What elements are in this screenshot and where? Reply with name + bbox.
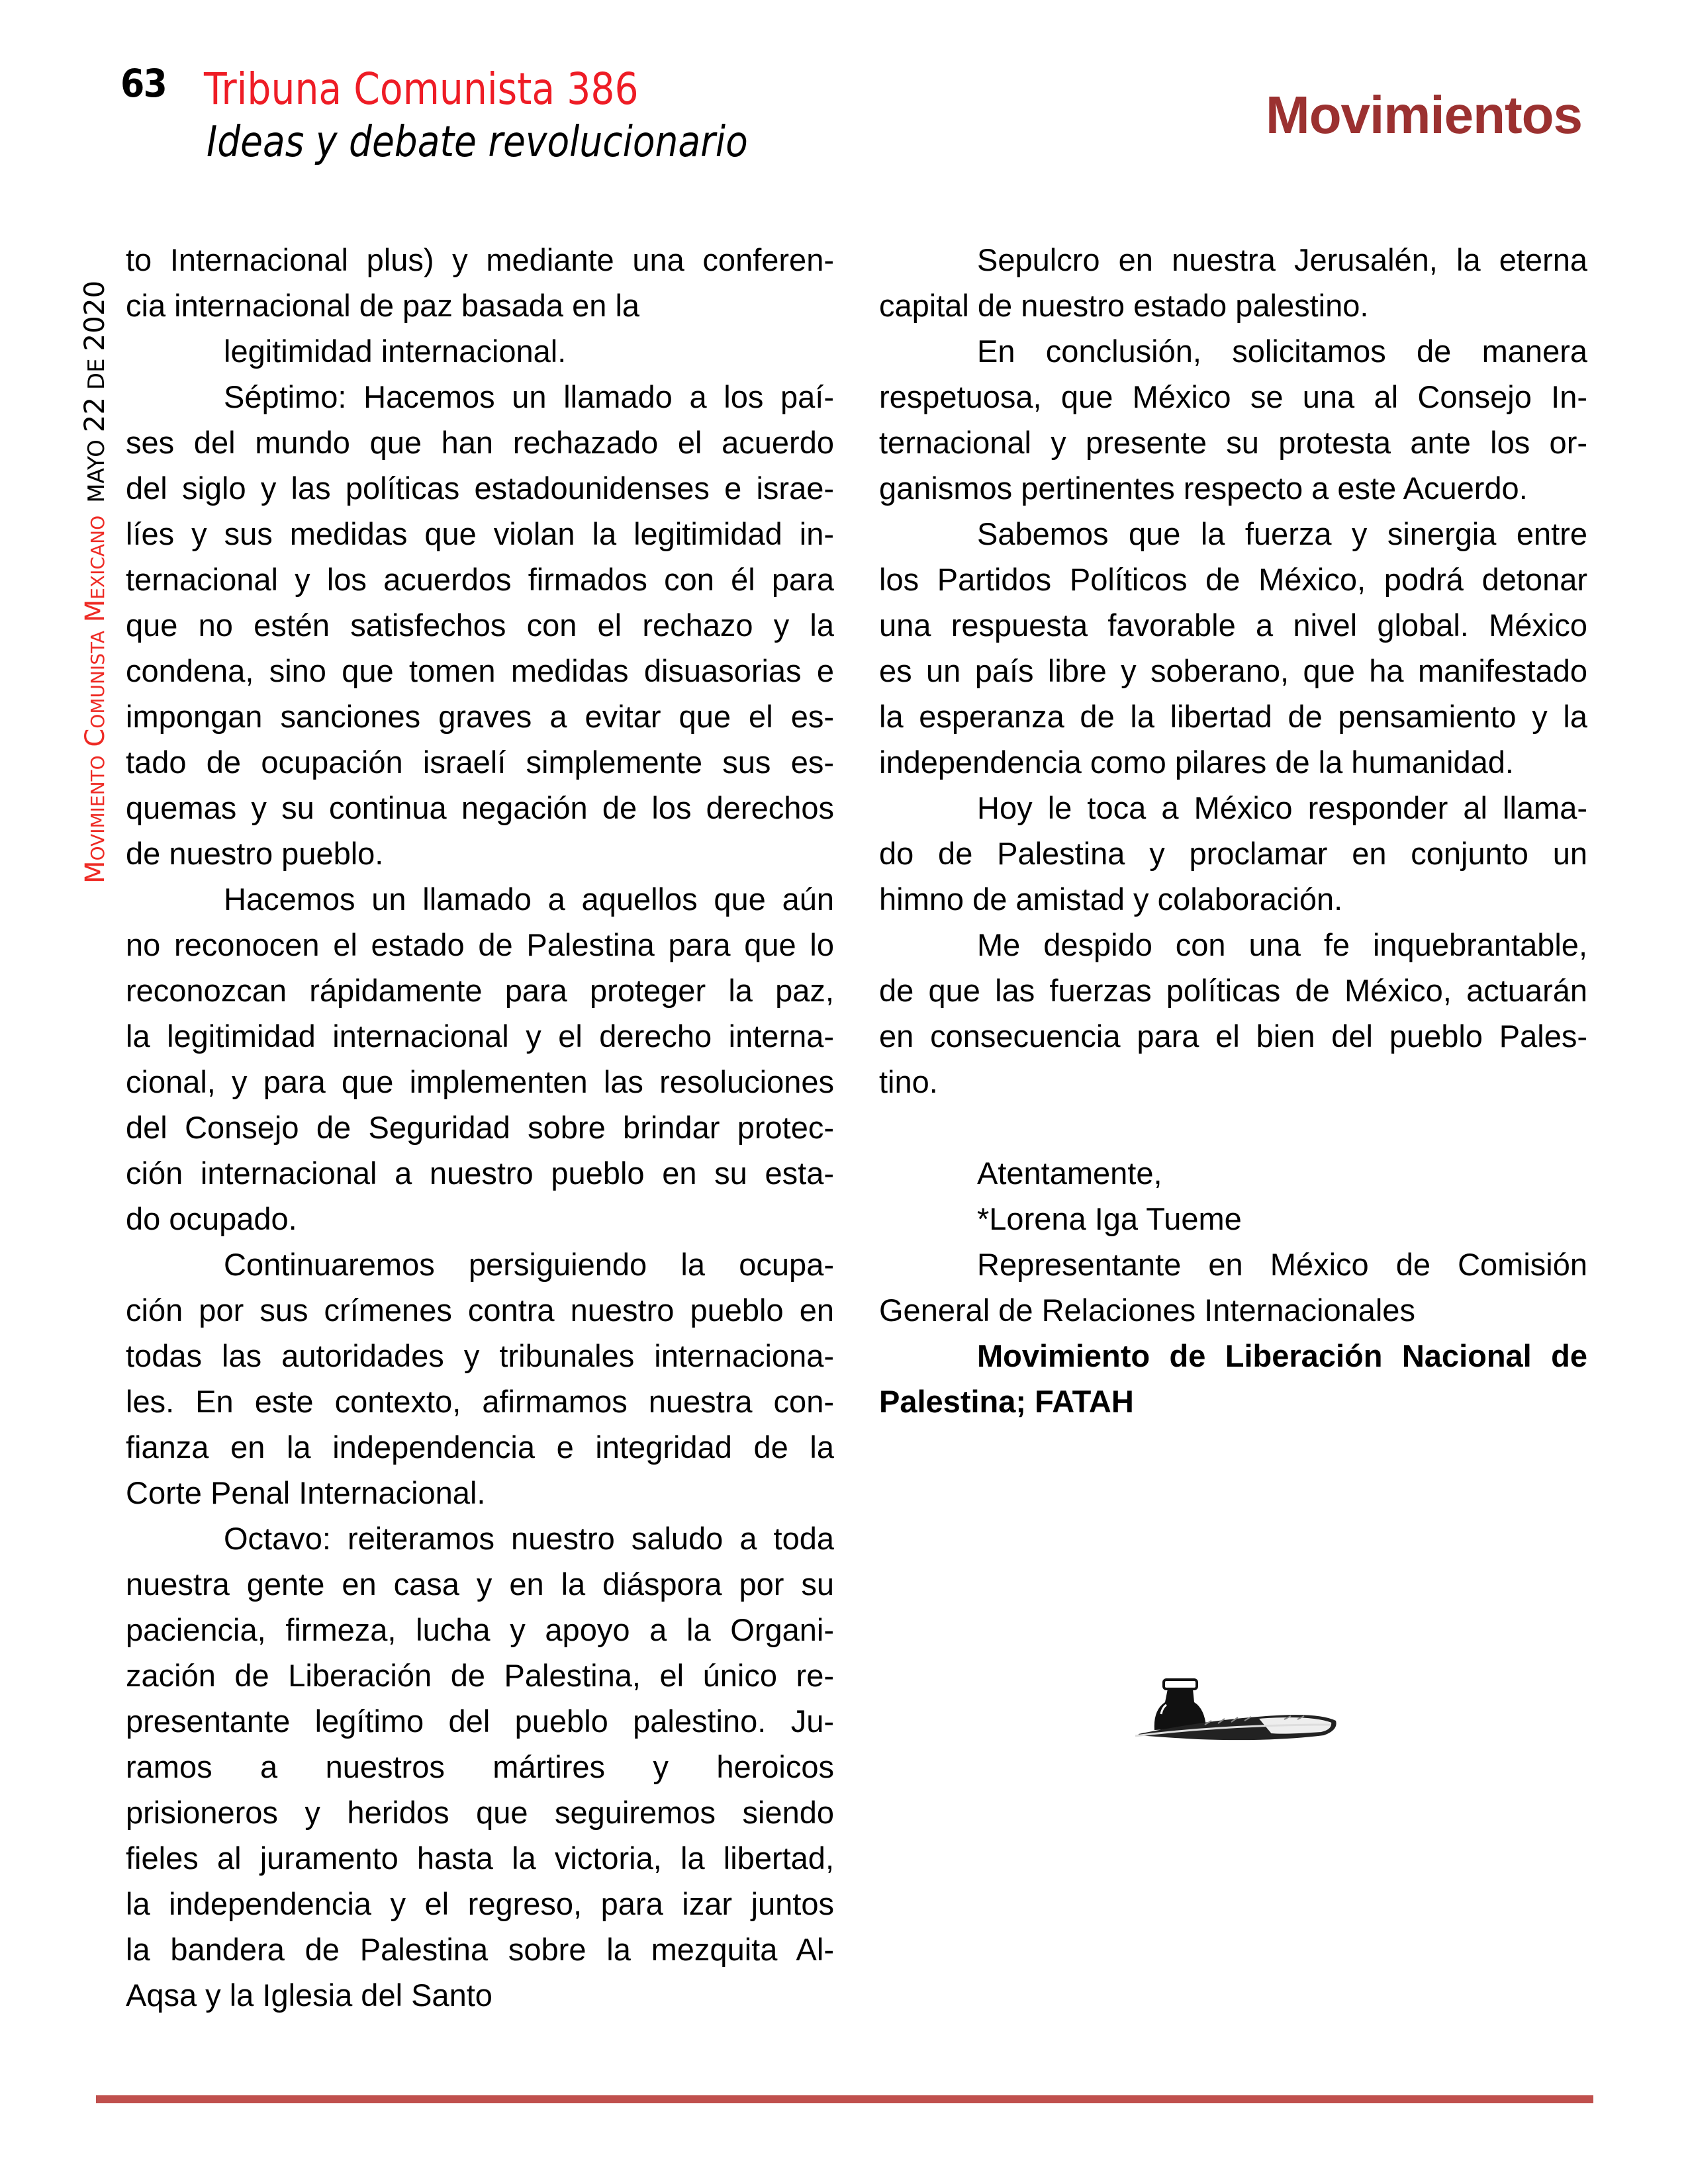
text-line: presentante legítimo del pueblo palestino. Ju- — [126, 1704, 834, 1739]
right-column — [879, 237, 1587, 1424]
text-line: himno de amistad y colaboración. — [879, 882, 1343, 917]
text-line: prisioneros y heridos que seguiremos siendo — [126, 1795, 834, 1830]
date-year: 2020 — [78, 280, 111, 351]
signature-organization: Movimiento de Liberación Nacional de — [977, 1338, 1587, 1373]
text-line: fianza en la independencia e integridad de la — [126, 1430, 834, 1465]
text-line: Corte Penal Internacional. — [126, 1475, 486, 1510]
footer-rule — [96, 2095, 1593, 2103]
text-line: quemas y su continua negación de los derechos — [126, 790, 834, 825]
text-line: la bandera de Palestina sobre la mezquita Al- — [126, 1932, 834, 1967]
text-line: que no estén satisfechos con el rechazo y la — [126, 608, 834, 643]
text-line: la esperanza de la libertad de pensamiento y la — [879, 699, 1587, 734]
date-month: MAYO — [83, 439, 110, 503]
paragraph-start: Continuaremos persiguiendo la ocupa- — [224, 1247, 834, 1282]
text-line: Aqsa y la Iglesia del Santo — [126, 1978, 492, 2013]
side-label — [78, 281, 111, 884]
text-line: ternacional y los acuerdos firmados con él para — [126, 562, 834, 597]
text-line: de nuestro pueblo. — [126, 836, 384, 871]
signature-organization-cont: Palestina; FATAH — [879, 1384, 1134, 1419]
text-line: do de Palestina y proclamar en conjunto un — [879, 836, 1587, 871]
text-line: respetuosa, que México se una al Consejo In- — [879, 379, 1587, 414]
paragraph-start: Sepulcro en nuestra Jerusalén, la eterna — [977, 242, 1587, 277]
section-title: Movimientos — [1266, 85, 1582, 144]
text-line: la legitimidad internacional y el derecho interna- — [126, 1019, 834, 1054]
page-number: 63 — [120, 61, 167, 106]
text-line: cional, y para que implementen las resoluciones — [126, 1064, 834, 1099]
text-line: paciencia, firmeza, lucha y apoyo a la Organi- — [126, 1612, 834, 1647]
text-line: la independencia y el regreso, para izar juntos — [126, 1886, 834, 1921]
signature-role: Representante en México de Comisión — [977, 1247, 1587, 1282]
text-line: condena, sino que tomen medidas disuasorias e — [126, 653, 834, 688]
text-line: impongan sanciones graves a evitar que el es- — [126, 699, 834, 734]
text-line: es un país libre y soberano, que ha manifestado — [879, 653, 1587, 688]
text-line: líes y sus medidas que violan la legitimidad in- — [126, 516, 834, 551]
text-line: to Internacional plus) y mediante una conferen- — [126, 242, 834, 277]
text-line: no reconocen el estado de Palestina para que lo — [126, 927, 834, 962]
text-line: los Partidos Políticos de México, podrá detonar — [879, 562, 1587, 597]
text-line: zación de Liberación de Palestina, el único re- — [126, 1658, 834, 1693]
text-line: tino. — [879, 1064, 938, 1099]
magazine-subtitle: Ideas y debate revolucionario — [207, 118, 748, 167]
paragraph-start: Hacemos un llamado a aquellos que aún — [224, 882, 834, 917]
text-line: nuestra gente en casa y en la diáspora por su — [126, 1567, 834, 1602]
paragraph-start: Séptimo: Hacemos un llamado a los paí- — [224, 379, 834, 414]
paragraph-start: Hoy le toca a México responder al llama- — [977, 790, 1587, 825]
quill-inkwell-icon — [1125, 1661, 1344, 1741]
text-line: ganismos pertinentes respecto a este Acuerdo. — [879, 471, 1528, 506]
text-line: reconozcan rápidamente para proteger la paz, — [126, 973, 834, 1008]
text-line: legitimidad internacional. — [224, 334, 567, 369]
text-line: capital de nuestro estado palestino. — [879, 288, 1369, 323]
text-line: una respuesta favorable a nivel global. México — [879, 608, 1587, 643]
text-line: ternacional y presente su protesta ante los or- — [879, 425, 1587, 460]
text-line: del siglo y las políticas estadounidenses e israe- — [126, 471, 834, 506]
text-line: todas las autoridades y tribunales internaciona- — [126, 1338, 834, 1373]
magazine-title: Tribuna Comunista 386 — [204, 64, 639, 114]
signature-name: *Lorena Iga Tueme — [977, 1201, 1242, 1236]
side-label-date — [78, 280, 111, 503]
paragraph-start: Octavo: reiteramos nuestro saludo a toda — [224, 1521, 834, 1556]
text-line: en consecuencia para el bien del pueblo Pales- — [879, 1019, 1587, 1054]
date-de: DE — [83, 358, 110, 390]
text-line: ción internacional a nuestro pueblo en su esta- — [126, 1156, 834, 1191]
text-line: de que las fuerzas políticas de México, actuarán — [879, 973, 1587, 1008]
text-line: cia internacional de paz basada en la — [126, 288, 640, 323]
text-line: del Consejo de Seguridad sobre brindar protec- — [126, 1110, 834, 1145]
text-line: ramos a nuestros mártires y heroicos — [126, 1749, 834, 1784]
text-line: do ocupado. — [126, 1201, 297, 1236]
spacer — [879, 1105, 1587, 1150]
left-column — [126, 237, 834, 2018]
signature-role-cont: General de Relaciones Internacionales — [879, 1293, 1415, 1328]
text-line: les. En este contexto, afirmamos nuestra con- — [126, 1384, 834, 1419]
signature-closing: Atentamente, — [977, 1156, 1162, 1191]
side-label-organization: Movimiento Comunista Mexicano — [80, 515, 111, 884]
paragraph-start: En conclusión, solicitamos de manera — [977, 334, 1587, 369]
paragraph-start: Me despido con una fe inquebrantable, — [977, 927, 1587, 962]
date-day: 22 — [78, 396, 111, 433]
text-line: fieles al juramento hasta la victoria, la libertad, — [126, 1841, 834, 1876]
text-line: tado de ocupación israelí simplemente sus es- — [126, 745, 834, 780]
text-line: ses del mundo que han rechazado el acuerdo — [126, 425, 834, 460]
text-line: independencia como pilares de la humanidad. — [879, 745, 1514, 780]
text-line: ción por sus crímenes contra nuestro pueblo en — [126, 1293, 834, 1328]
paragraph-start: Sabemos que la fuerza y sinergia entre — [977, 516, 1587, 551]
